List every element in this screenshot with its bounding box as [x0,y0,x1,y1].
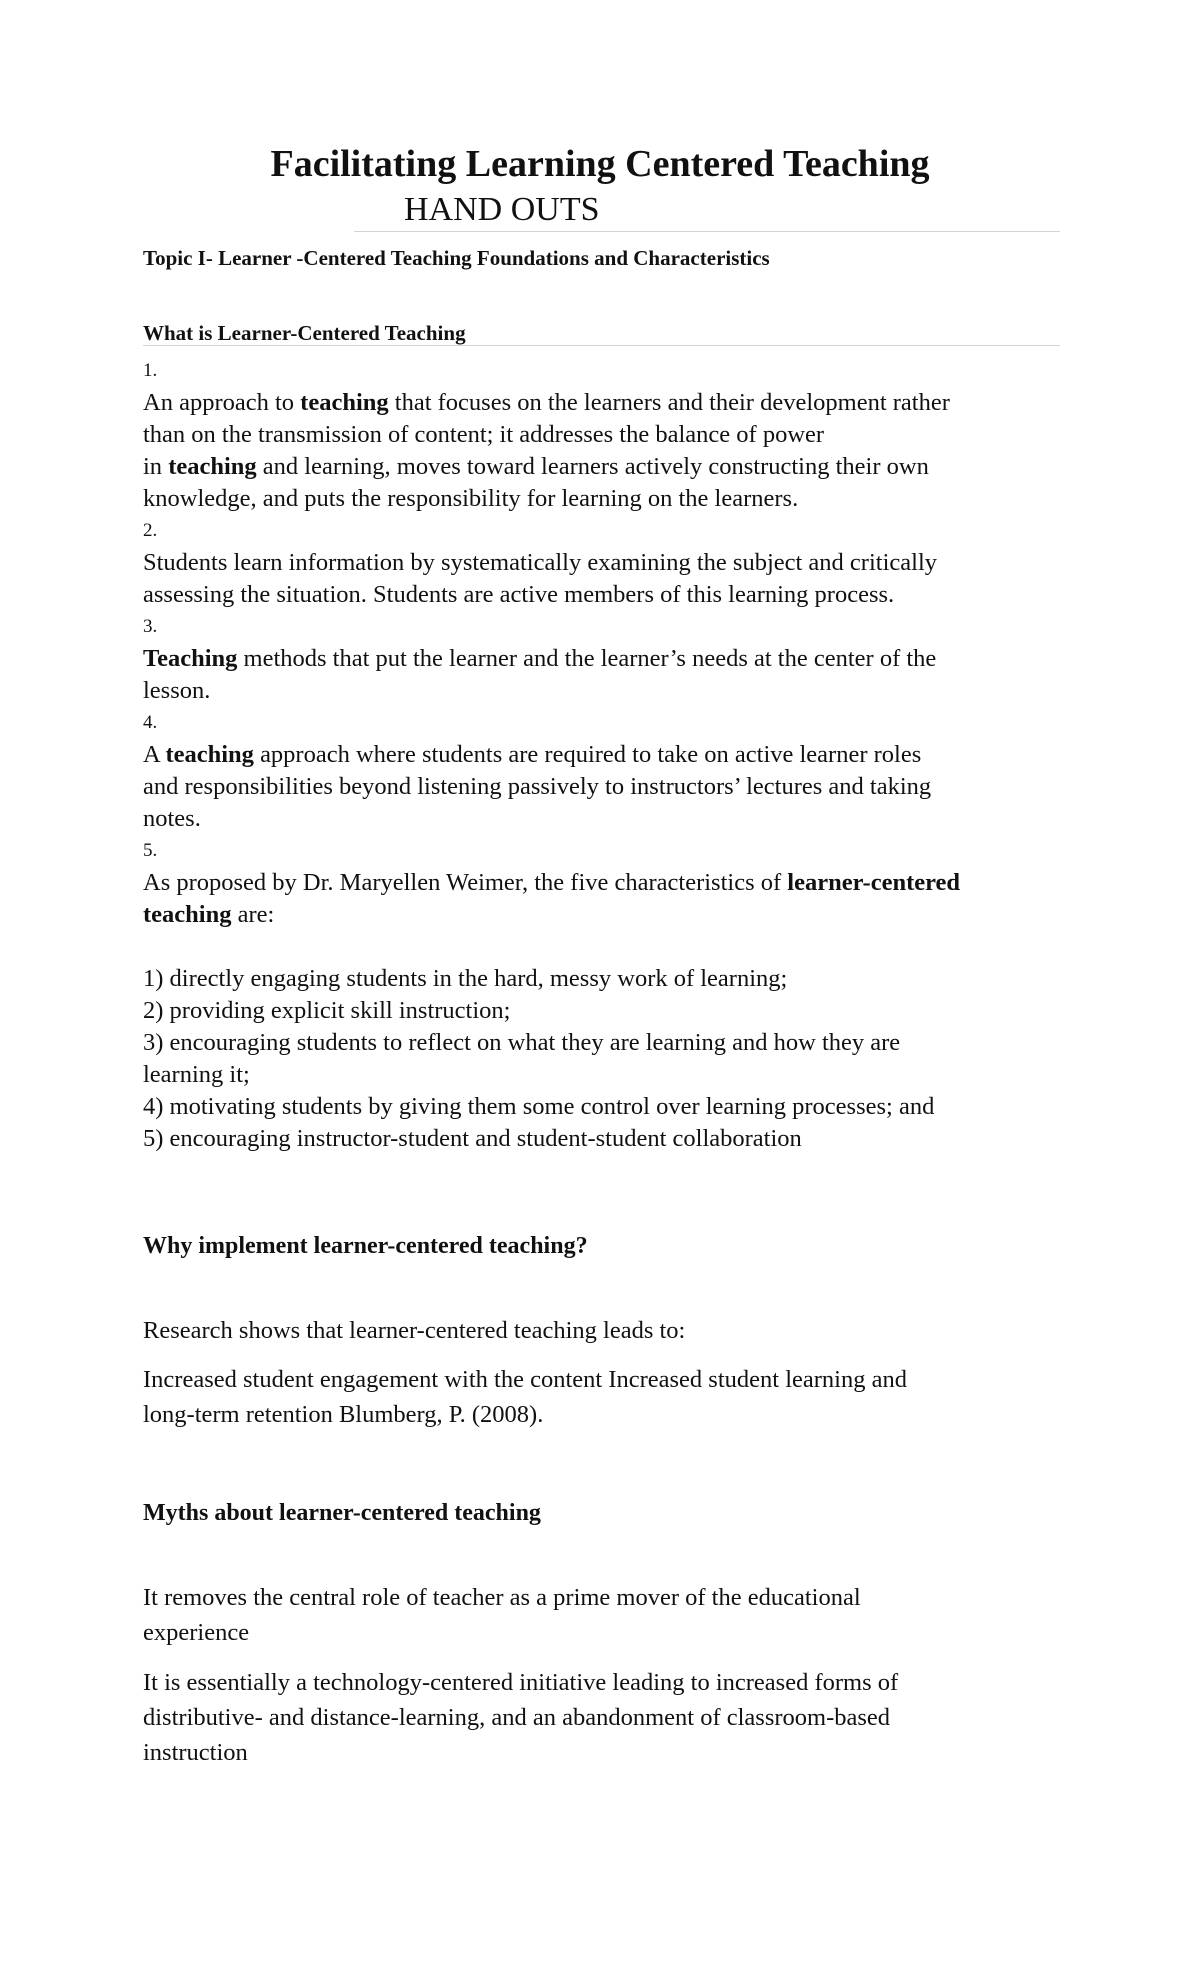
text-line: Students learn information by systematically examining the subject and critically [143,549,938,576]
topic-heading: Topic I- Learner -Centered Teaching Foundations and Characteristics [143,246,770,270]
text-line: than on the transmission of content; it addresses the balance of power [143,421,825,448]
item-number: 3. [143,616,158,637]
text-line: instruction [143,1739,248,1766]
text-line: teaching are: [143,901,275,928]
item-number: 1. [143,360,158,381]
text-line: It is essentially a technology-centered initiative leading to increased forms of [143,1669,899,1696]
spacer [143,931,1083,963]
title-divider [354,231,1060,232]
text-line: long-term retention Blumberg, P. (2008). [143,1401,544,1428]
characteristic-item: 5) encouraging instructor-student and student-student collaboration [143,1125,802,1152]
text-line: distributive- and distance-learning, and an abandonment of classroom-based [143,1704,891,1731]
text-line: assessing the situation. Students are active members of this learning process. [143,581,895,608]
item-number: 4. [143,712,158,733]
document-subtitle: HAND OUTS [404,191,600,228]
myths-heading: Myths about learner-centered teaching [143,1500,541,1526]
why-intro: Research shows that learner-centered teaching leads to: [143,1317,686,1344]
text-line: As proposed by Dr. Maryellen Weimer, the five characteristics of learner-centered [143,869,961,896]
item-number: 5. [143,840,158,861]
why-paragraph [143,1362,1073,1432]
text-line: It removes the central role of teacher as a prime mover of the educational [143,1584,861,1611]
characteristic-item: 4) motivating students by giving them some control over learning processes; and [143,1093,935,1120]
text-line: lesson. [143,677,211,704]
characteristic-item: 2) providing explicit skill instruction; [143,997,511,1024]
text-line: knowledge, and puts the responsibility for learning on the learners. [143,485,799,512]
document-title: Facilitating Learning Centered Teaching [270,143,930,185]
text-line: notes. [143,805,201,832]
characteristic-item: 3) encouraging students to reflect on what they are learning and how they are [143,1029,901,1056]
text-line: experience [143,1619,250,1646]
myth-paragraph-1 [143,1580,1073,1650]
text-line: Teaching methods that put the learner and the learner’s needs at the center of the [143,645,937,672]
characteristic-item: 1) directly engaging students in the hard, messy work of learning; [143,965,788,992]
what-is-heading: What is Learner-Centered Teaching [143,321,466,345]
section-divider [143,345,1060,346]
text-line: and responsibilities beyond listening passively to instructors’ lectures and taking [143,773,932,800]
text-line: A teaching approach where students are required to take on active learner roles [143,741,922,768]
definitions-block [143,355,1083,1155]
why-heading: Why implement learner-centered teaching? [143,1233,588,1259]
item-number: 2. [143,520,158,541]
text-line: An approach to teaching that focuses on the learners and their development rather [143,389,950,416]
characteristic-item: learning it; [143,1061,250,1088]
text-line: in teaching and learning, moves toward learners actively constructing their own [143,453,929,480]
myth-paragraph-2 [143,1665,1073,1770]
text-line: Increased student engagement with the content Increased student learning and [143,1366,907,1393]
